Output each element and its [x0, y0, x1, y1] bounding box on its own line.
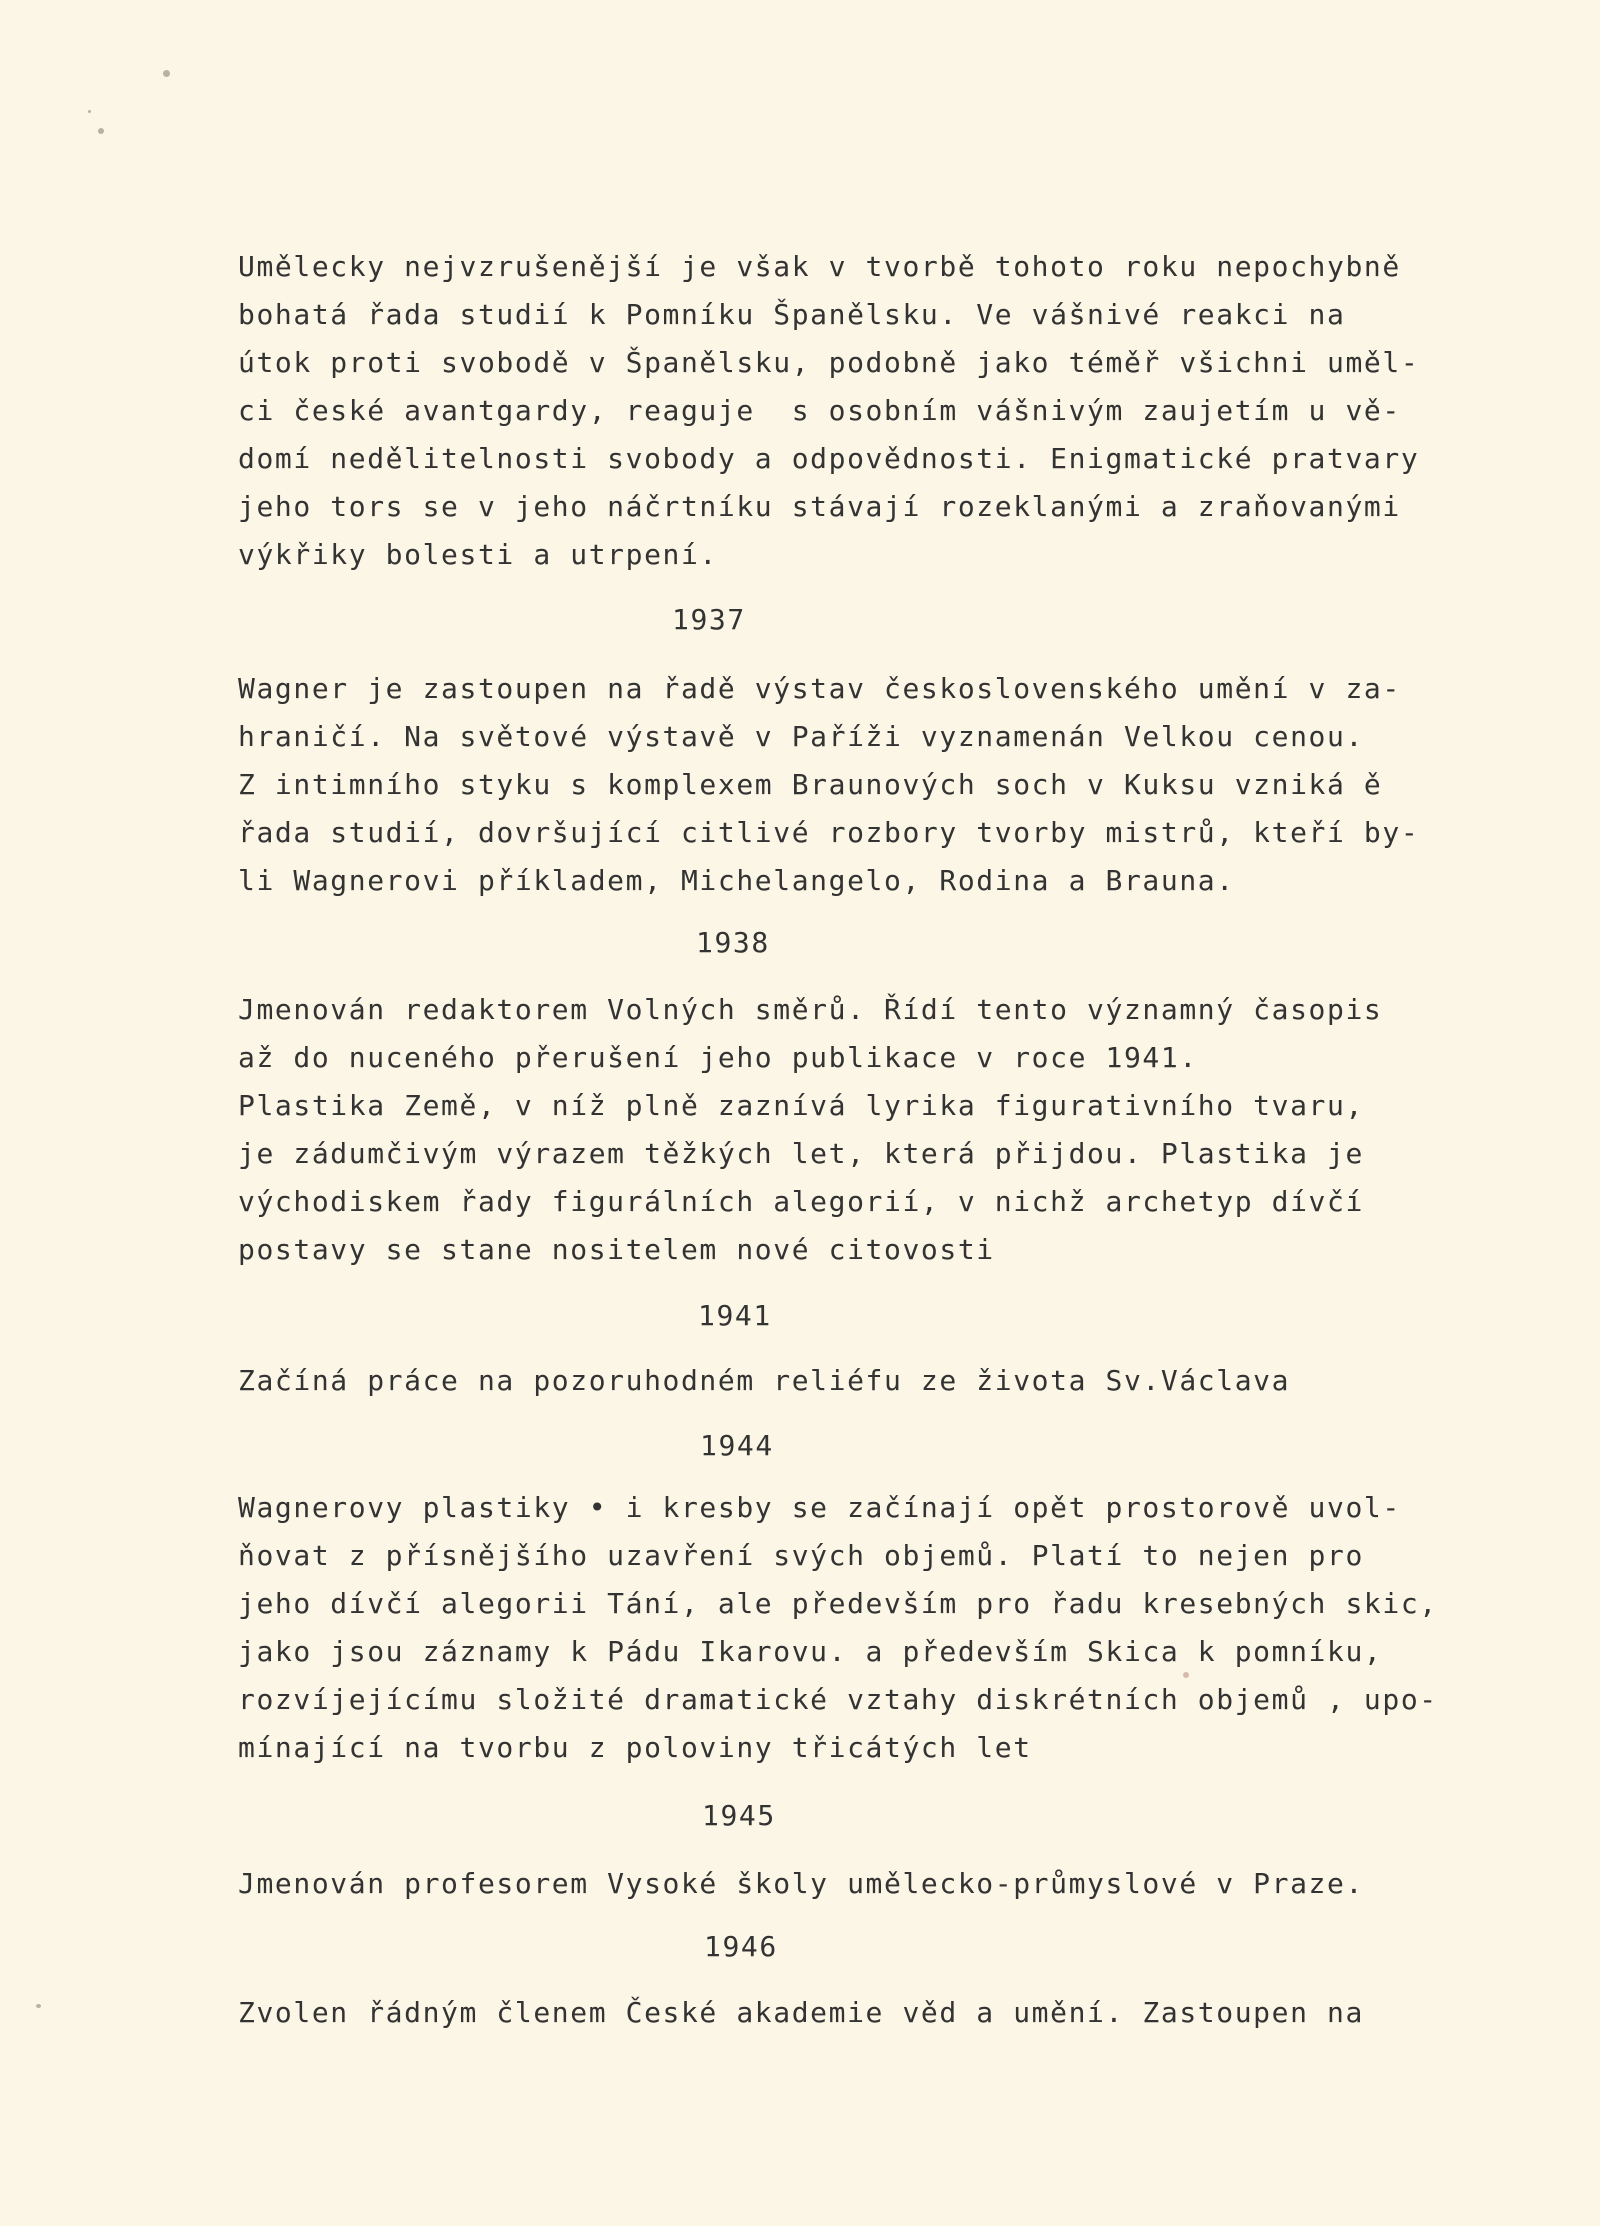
paper-speck [88, 110, 91, 113]
text-line: Plastika Země, v níž plně zaznívá lyrika figurativního tvaru, [238, 1089, 1364, 1122]
text-line: Umělecky nejvzrušenější je však v tvorbě tohoto roku nepochybně [238, 250, 1401, 283]
year-heading: 1941 [698, 1299, 772, 1332]
text-line: ňovat z přísnějšího uzavření svých objemů. Platí to nejen pro [238, 1539, 1364, 1572]
year-heading: 1944 [700, 1429, 774, 1462]
text-line: mínající na tvorbu z poloviny třicátých let [238, 1731, 1032, 1764]
paragraph-1936 [238, 243, 1478, 579]
text-line: Z intimního styku s komplexem Braunových soch v Kuksu vzniká ě [238, 768, 1383, 801]
paragraph-1941 [238, 1357, 1478, 1405]
text-line: hraničí. Na světové výstavě v Paříži vyznamenán Velkou cenou. [238, 720, 1364, 753]
text-line: až do nuceného přerušení jeho publikace v roce 1941. [238, 1041, 1198, 1074]
year-heading: 1938 [696, 926, 770, 959]
text-line: Začíná práce na pozoruhodném reliéfu ze života Sv.Václava [238, 1364, 1291, 1397]
paragraph-1946 [238, 1989, 1478, 2037]
paragraph-1945 [238, 1860, 1478, 1908]
text-line: řada studií, dovršující citlivé rozbory tvorby mistrů, kteří by- [238, 816, 1420, 849]
text-line: Jmenován profesorem Vysoké školy umělecko-průmyslové v Praze. [238, 1867, 1364, 1900]
text-line: bohatá řada studií k Pomníku Španělsku. Ve vášnivé reakci na [238, 298, 1346, 331]
paragraph-1944 [238, 1484, 1478, 1772]
paragraph-1937 [238, 665, 1478, 905]
text-line: útok proti svobodě v Španělsku, podobně jako téměř všichni uměl- [238, 346, 1420, 379]
text-line: jeho dívčí alegorii Tání, ale především pro řadu kresebných skic, [238, 1587, 1438, 1620]
text-line: Zvolen řádným členem České akademie věd a umění. Zastoupen na [238, 1996, 1364, 2029]
paragraph-1938 [238, 986, 1478, 1274]
text-line: výkřiky bolesti a utrpení. [238, 538, 718, 571]
text-line: domí nedělitelnosti svobody a odpovědnosti. Enigmatické pratvary [238, 442, 1420, 475]
text-line: Wagnerovy plastiky • i kresby se začínají opět prostorově uvol- [238, 1491, 1401, 1524]
year-heading: 1945 [702, 1799, 776, 1832]
year-heading: 1946 [704, 1930, 778, 1963]
text-line: je zádumčivým výrazem těžkých let, která přijdou. Plastika je [238, 1137, 1364, 1170]
text-line: postavy se stane nositelem nové citovosti [238, 1233, 995, 1266]
text-line: Wagner je zastoupen na řadě výstav československého umění v za- [238, 672, 1401, 705]
text-line: jeho tors se v jeho náčrtníku stávají rozeklanými a zraňovanými [238, 490, 1401, 523]
text-line: rozvíjejícímu složité dramatické vztahy diskrétních objemů , upo- [238, 1683, 1438, 1716]
text-line: jako jsou záznamy k Pádu Ikarovu. a především Skica k pomníku, [238, 1635, 1383, 1668]
text-line: Jmenován redaktorem Volných směrů. Řídí tento významný časopis [238, 993, 1383, 1026]
text-line: li Wagnerovi příkladem, Michelangelo, Rodina a Brauna. [238, 864, 1235, 897]
paper-speck [163, 70, 170, 77]
text-line: východiskem řady figurálních alegorií, v nichž archetyp dívčí [238, 1185, 1364, 1218]
paper-speck [36, 2004, 41, 2008]
year-heading: 1937 [672, 603, 746, 636]
paper-speck [98, 128, 104, 134]
text-line: ci české avantgardy, reaguje s osobním vášnivým zaujetím u vě- [238, 394, 1401, 427]
